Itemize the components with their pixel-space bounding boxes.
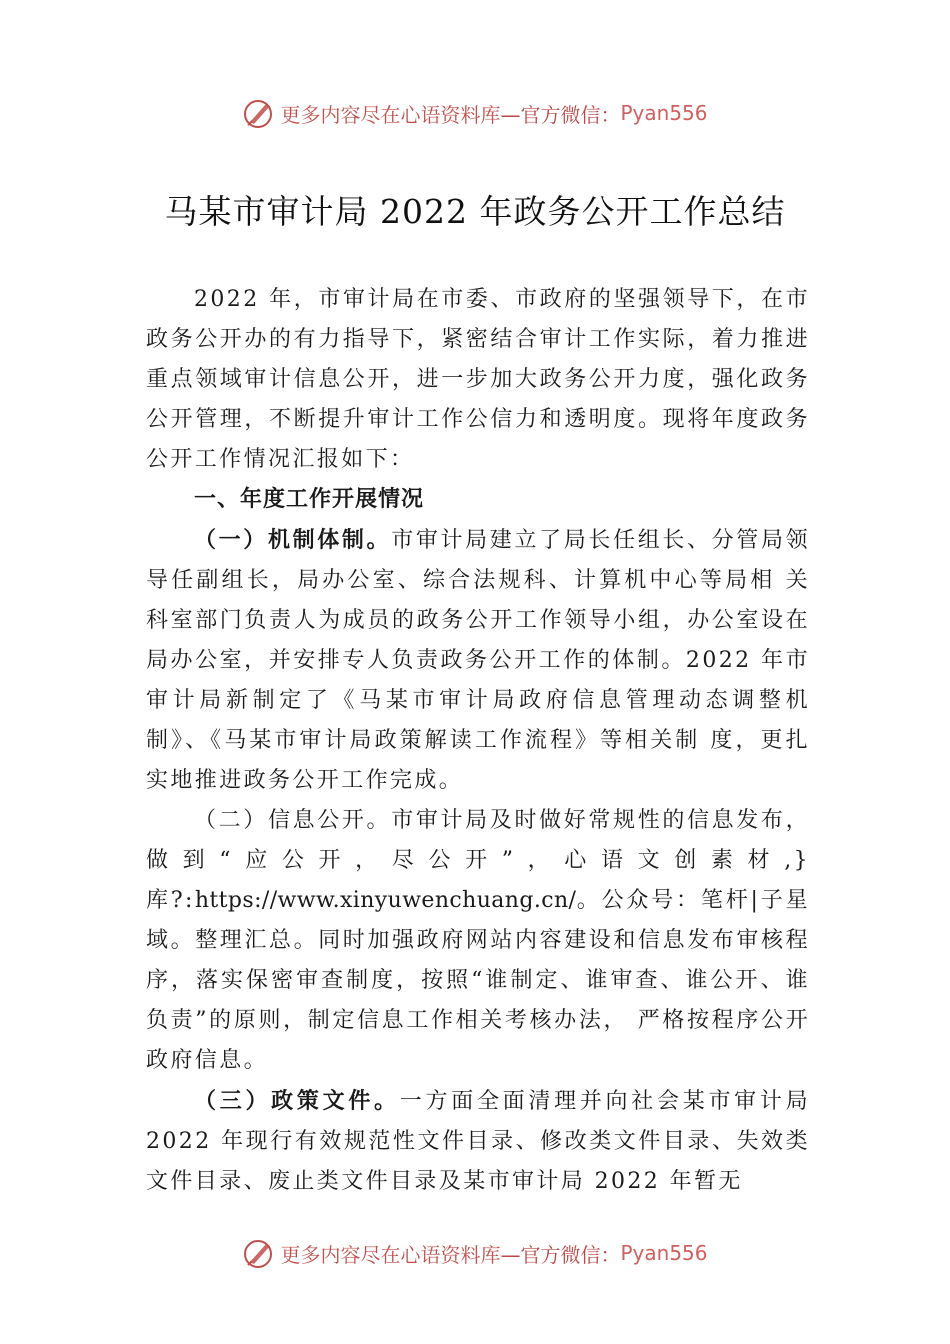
website-link[interactable]: https://www.xinyuwenchuang.cn/ bbox=[194, 888, 577, 913]
section-heading: 一、年度工作开展情况 bbox=[194, 487, 425, 512]
watermark-wechat-id: Pyan556 bbox=[620, 101, 708, 125]
watermark-wechat-id: Pyan556 bbox=[620, 1241, 708, 1265]
brush-logo-icon bbox=[242, 1236, 276, 1270]
watermark-text: 更多内容尽在心语资料库 bbox=[280, 102, 501, 127]
paragraph-text: （二）信息公开。市审计局及时做好常规性的信息发布，做到“应公开，尽公开”，心语文创素材,}库?: bbox=[146, 808, 810, 913]
watermark-footer bbox=[0, 1236, 950, 1270]
paragraph-mechanism bbox=[146, 520, 810, 801]
paragraph-text: 市审计局建立了局长任组长、分管局领导任副组长，局办公室、综合法规科、计算机中心等局相 关科室部门负责人为成员的政务公开工作领导小组，办公室设在局办公室，并安排专人负责政务公开工作的体制。2022 年市审计局新制定了《马某市审计局政府信息管理动态调整机制》、《马某市审计局政策解读工作流程》等相关制 度，更扎实地推进政务公开工作完成。 bbox=[146, 528, 810, 793]
document-title: 马某市审计局 2022 年政务公开工作总结 bbox=[164, 192, 786, 231]
paragraph-label: （三）政策文件。 bbox=[194, 1088, 400, 1114]
document-body bbox=[146, 280, 810, 1202]
watermark-separator: —官方微信： bbox=[500, 102, 621, 127]
intro-paragraph: 2022 年，市审计局在市委、市政府的坚强领导下，在市政务公开办的有力指导下，紧密结合审计工作实际，着力推进重点领域审计信息公开，进一步加大政务公开力度，强化政务公开管理，不断提升审计工作公信力和透明度。现将年度政务公开工作情况汇报如下： bbox=[146, 287, 810, 472]
paragraph-text: 一方面全面清理并向社会某市审计局 2022 年现行有效规范性文件目录、修改类文件目录、失效类文件目录、废止类文件目录及某市审计局 2022 年暂无 bbox=[146, 1089, 811, 1194]
watermark-separator: —官方微信： bbox=[500, 1242, 621, 1267]
watermark-header bbox=[0, 96, 950, 130]
paragraph-label: （一）机制体制。 bbox=[194, 527, 392, 553]
paragraph-text: 。公众号：笔杆|子星域。整理汇总。同时加强政府网站内容建设和信息发布审核程序，落实保密审查制度，按照“谁制定、谁审查、谁公开、谁负责”的原则，制定信息工作相关考核办法， 严格按程序公开政府信息。 bbox=[146, 888, 810, 1073]
watermark-text: 更多内容尽在心语资料库 bbox=[280, 1242, 501, 1267]
paragraph-policy bbox=[146, 1081, 810, 1202]
paragraph-disclosure bbox=[146, 801, 810, 1081]
brush-logo-icon bbox=[242, 96, 276, 130]
